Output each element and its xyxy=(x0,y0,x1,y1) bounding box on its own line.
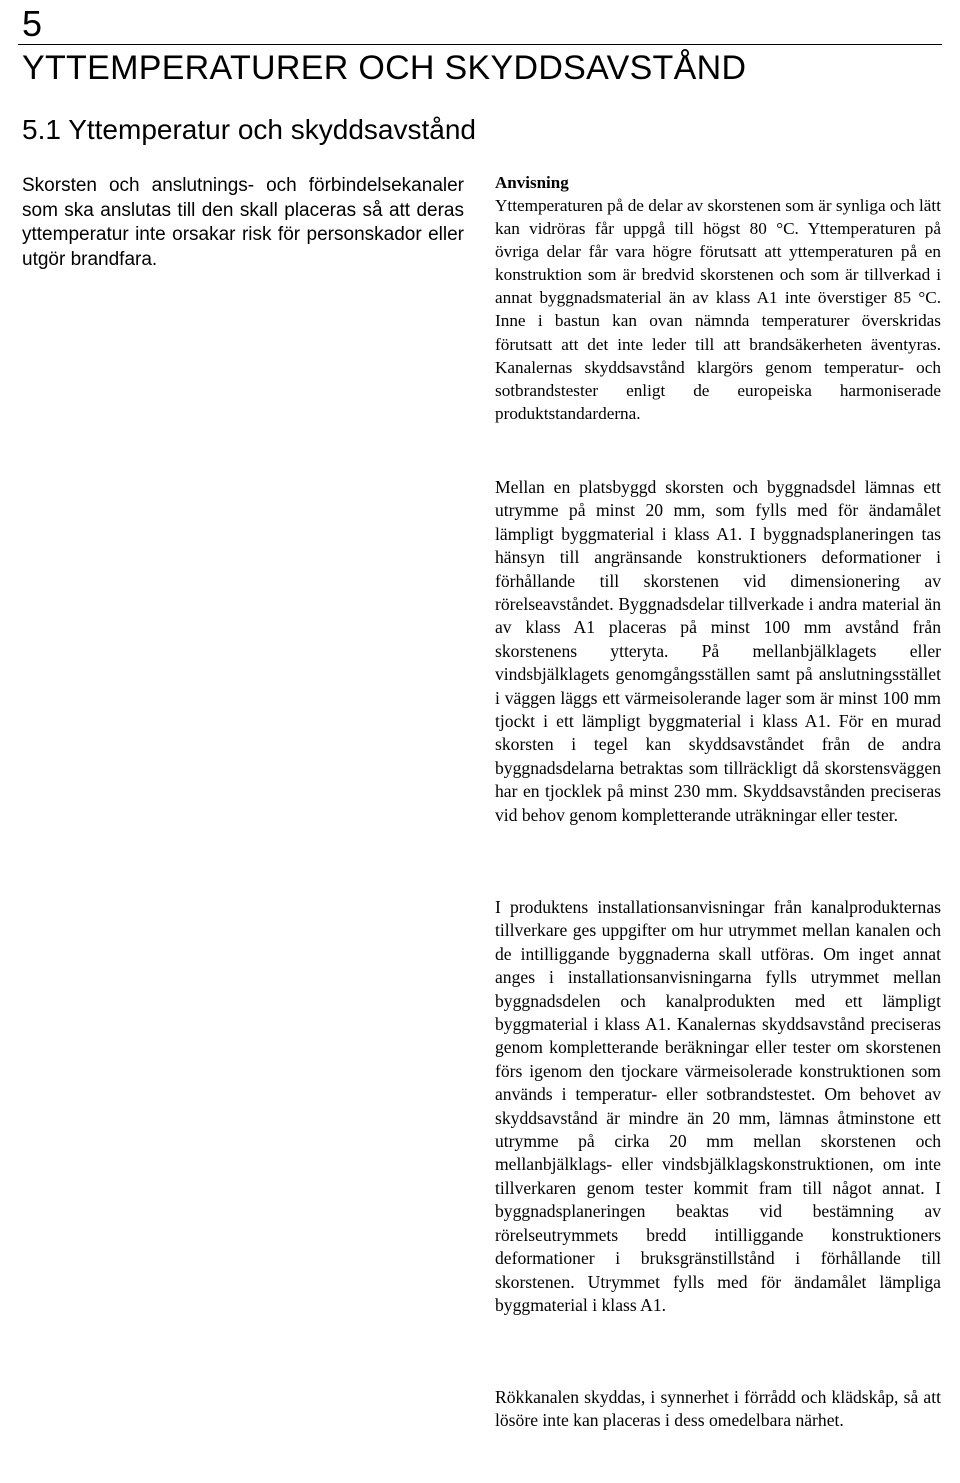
body-paragraph-installation: I produktens installationsanvisningar från kanalprodukternas tillverkare ges uppgifter om hur utrymmet mellan kanalen och de intilliggande byggnaderna skall utföras. Om inget annat anges i installationsanvisningarna fylls utrymmet mellan byggnadsdelen och kanalprodukten med ett lämpligt byggmaterial i klass A1. Kanalernas skyddsavstånd preciseras genom kompletterande beräkningar eller tester om skorstenen förs igenom den tjockare värmeisolerade konstruktionen som används i temperatur- eller sotbrandstestet. Om behovet av skyddsavstånd är mindre än 20 mm, lämnas åtminstone ett utrymme på cirka 20 mm mellan skorstenen och mellanbjälklags- eller vindsbjälklagskonstruktionen, om inte tillverkaren genom tester kommit fram till något annat. I byggnadsplaneringen beaktas vid bestämning av rörelseutrymmets bredd intilliggande konstruktioners deformationer i bruksgränstillstånd i förhållande till skorstenen. Utrymmet fylls med för ändamålet lämpliga byggmaterial i klass A1. xyxy=(495,897,941,1315)
chapter-title: YTTEMPERATURER OCH SKYDDSAVSTÅND xyxy=(22,49,747,87)
anvisning-text: Yttemperaturen på de delar av skorstenen som är synliga och lätt kan vidröras får uppgå till högst 80 °C. Yttemperaturen på övriga delar får vara högre förutsatt att yttemperaturen på en konstruktion som är bredvid skorstenen och som är tillverkad i annat byggnadsmaterial än av klass A1 inte överstiger 85 °C. Inne i bastun kan ovan nämnda temperaturer överskridas förutsatt att det inte leder till att brandsäkerheten äventyras. Kanalernas skyddsavstånd klargörs genom temperatur- och sotbrandstester enligt de europeiska harmoniserade produktstandarderna. xyxy=(495,196,941,423)
section-title: 5.1 Yttemperatur och skyddsavstånd xyxy=(22,114,476,145)
body-paragraph-flue-protection: Rökkanalen skyddas, i synnerhet i förrådd och klädskåp, så att lösöre inte kan placeras i dess omedelbara närhet. xyxy=(495,1387,941,1431)
chapter-number: 5 xyxy=(22,3,43,44)
body-paragraph-clearance: Mellan en platsbyggd skorsten och byggnadsdel lämnas ett utrymme på minst 20 mm, som fylls med för ändamålet lämpligt byggmaterial i klass A1. I byggnadsplaneringen tas hänsyn till angränsande konstruktioners deformationer i förhållande till skorstenen vid dimensionering av rörelseavståndet. Byggnadsdelar tillverkade i andra material än av klass A1 placeras på minst 100 mm avstånd från skorstenens ytteryta. På mellanbjälklagets eller vindsbjälklagets genomgångsställen samt på anslutningsstället i väggen läggs ett värmeisolerande lager som är minst 100 mm tjockt i ett lämpligt byggmaterial i klass A1. För en murad skorsten i tegel kan skyddsavståndet från de andra byggnadsdelarna betraktas som tillräckligt då skorstensväggen har en tjocklek på minst 230 mm. Skyddsavstånden preciseras vid behov genom kompletterande uträkningar eller tester. xyxy=(495,477,941,825)
chapter-divider xyxy=(18,44,942,45)
anvisning-heading: Anvisning xyxy=(495,173,569,192)
intro-paragraph: Skorsten och anslutnings- och förbindelsekanaler som ska anslutas till den skall placeras så att deras yttemperatur inte orsakar risk för personskador eller utgör brandfara. xyxy=(22,175,464,270)
